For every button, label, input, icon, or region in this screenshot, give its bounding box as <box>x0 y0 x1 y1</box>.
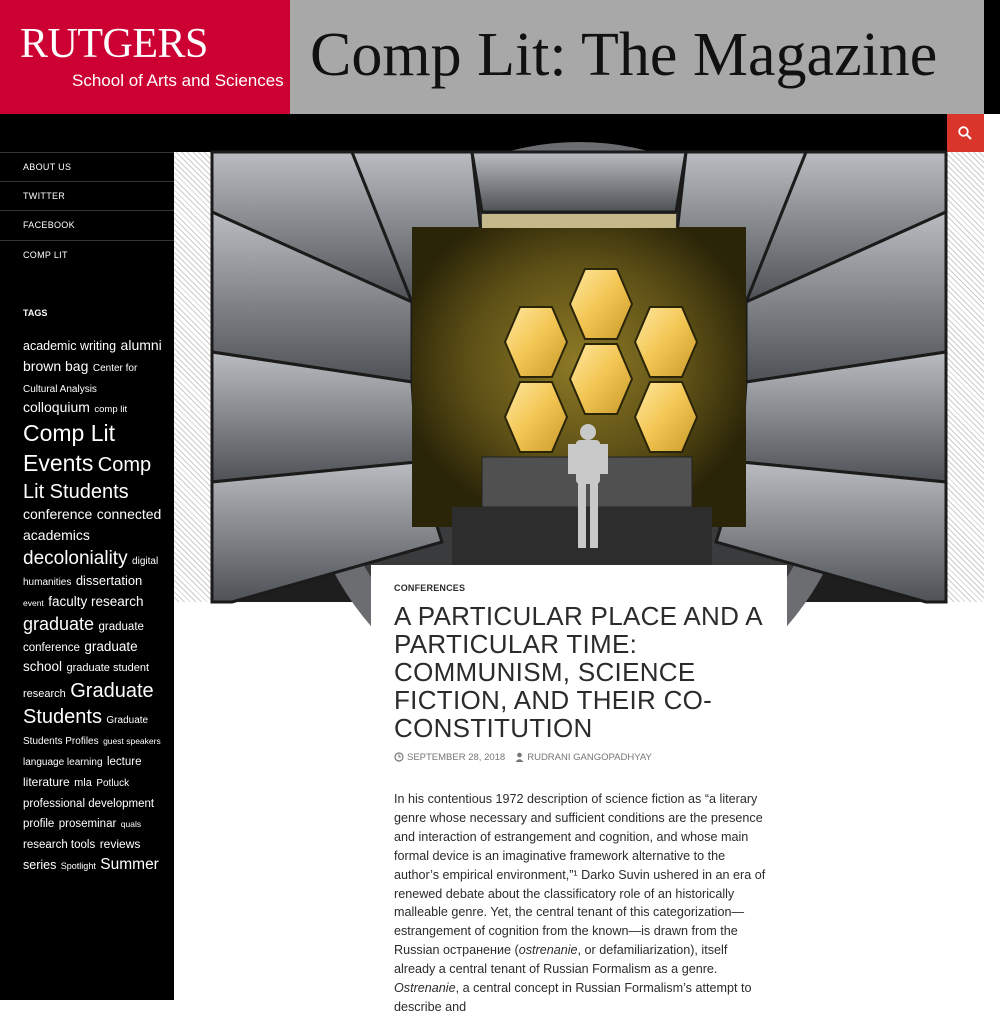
tag-link[interactable]: colloquium <box>23 399 90 416</box>
post-body-emphasis: Ostrenanie <box>394 981 456 996</box>
post-author[interactable]: RUDRANI GANGOPADHYAY <box>527 752 652 763</box>
tags-heading: TAGS <box>23 308 48 318</box>
tag-link[interactable]: Spotlight <box>60 861 96 872</box>
post-title[interactable]: A PARTICULAR PLACE AND A PARTICULAR TIME: COMMUNISM, SCIENCE FICTION, AND THEIR CO-CONSTITUTION <box>394 601 762 743</box>
tag-link[interactable]: graduate student research <box>23 662 150 701</box>
post-body-text: , or defamiliarization), itself already a central tenant of Russian Formalism as a genre. <box>394 943 728 977</box>
top-navigation-bar <box>0 114 1000 152</box>
tag-link[interactable]: event <box>23 598 44 609</box>
tag-link[interactable]: guest speakers <box>103 736 161 747</box>
user-icon <box>515 752 524 762</box>
rutgers-logo[interactable] <box>0 0 290 114</box>
tag-link[interactable]: digital humanities <box>23 555 159 589</box>
tag-link[interactable]: professional development <box>23 797 155 810</box>
tag-link[interactable]: connected academics <box>23 505 162 543</box>
tag-link[interactable]: series <box>23 858 57 873</box>
tag-link[interactable]: dissertation <box>75 573 143 589</box>
tag-link[interactable]: Center for Cultural Analysis <box>23 362 138 395</box>
nav-item-label: TWITTER <box>23 191 66 201</box>
site-header <box>0 0 1000 114</box>
tag-link[interactable]: profile <box>23 818 55 831</box>
post-body-emphasis: ostrenanie <box>518 943 578 958</box>
tag-cloud <box>23 336 163 876</box>
post-meta <box>394 752 652 763</box>
search-icon <box>958 126 972 140</box>
nav-item-facebook[interactable] <box>0 210 174 239</box>
tag-link[interactable]: decoloniality <box>23 547 128 569</box>
nav-item-label: ABOUT US <box>23 162 72 172</box>
post-body-text: , a central concept in Russian Formalism’s attempt to describe and <box>394 981 752 1014</box>
banner-edge <box>984 0 1000 114</box>
post-body <box>394 790 766 1017</box>
nav-item-twitter[interactable] <box>0 181 174 210</box>
nav-item-comp-lit[interactable] <box>0 240 174 269</box>
search-toggle-button[interactable] <box>947 114 984 152</box>
tag-link[interactable]: quals <box>120 819 142 830</box>
tag-link[interactable]: mla <box>74 776 92 789</box>
tag-link[interactable]: Comp Lit Students <box>23 454 152 503</box>
tag-link[interactable]: graduate school <box>23 638 138 675</box>
tag-link[interactable]: Graduate Students <box>23 680 154 729</box>
telescope-mirror-illustration <box>212 152 946 602</box>
tag-link[interactable]: faculty research <box>48 594 144 610</box>
tag-link[interactable]: proseminar <box>58 818 117 831</box>
clock-icon <box>394 752 404 762</box>
featured-image[interactable] <box>212 152 946 602</box>
post-date[interactable]: SEPTEMBER 28, 2018 <box>407 752 506 763</box>
logo-subtitle: School of Arts and Sciences <box>72 71 284 90</box>
tag-link[interactable]: reviews <box>99 837 141 852</box>
nav-item-label: COMP LIT <box>23 250 68 260</box>
tag-link[interactable]: literature <box>23 774 70 789</box>
tag-link[interactable]: graduate <box>23 613 95 634</box>
sidebar <box>0 152 174 1000</box>
tag-link[interactable]: lecture <box>106 756 142 769</box>
post-body-text: In his contentious 1972 description of science fiction as “a literary genre whose necessary and sufficient conditions are the presence and interaction of estrangement and cognition, and whose main formal device is an imaginative framework alternative to the author’s empirical environment,”¹ Darko Suvin ushered in an era of renewed debate about the classificatory role of an historically malleable genre. Yet, the central tenant of this categorization—estrangement of cognition from the known—is drawn from the Russian остранение ( <box>394 792 766 958</box>
tag-link[interactable]: Comp Lit Events <box>23 420 116 477</box>
tag-link[interactable]: language learning <box>23 757 103 769</box>
tag-link[interactable]: comp lit <box>94 404 128 416</box>
logo-wordmark: RUTGERS <box>20 21 208 67</box>
tag-link[interactable]: academic writing <box>23 339 117 353</box>
post-category-link[interactable]: CONFERENCES <box>394 583 466 593</box>
tag-link[interactable]: graduate conference <box>23 620 144 654</box>
tag-link[interactable]: Graduate Students Profiles <box>23 715 149 748</box>
tag-link[interactable]: research tools <box>23 839 96 852</box>
tag-link[interactable]: Summer <box>100 856 159 874</box>
tag-link[interactable]: conference <box>23 505 93 522</box>
site-title-banner[interactable] <box>290 0 984 114</box>
site-title: Comp Lit: The Magazine <box>310 21 938 89</box>
tag-link[interactable]: alumni brown bag <box>23 337 162 374</box>
page-edge <box>984 114 1000 1000</box>
nav-item-label: FACEBOOK <box>23 220 75 230</box>
nav-item-about-us[interactable] <box>0 152 174 181</box>
tag-link[interactable]: Potluck <box>96 777 130 789</box>
